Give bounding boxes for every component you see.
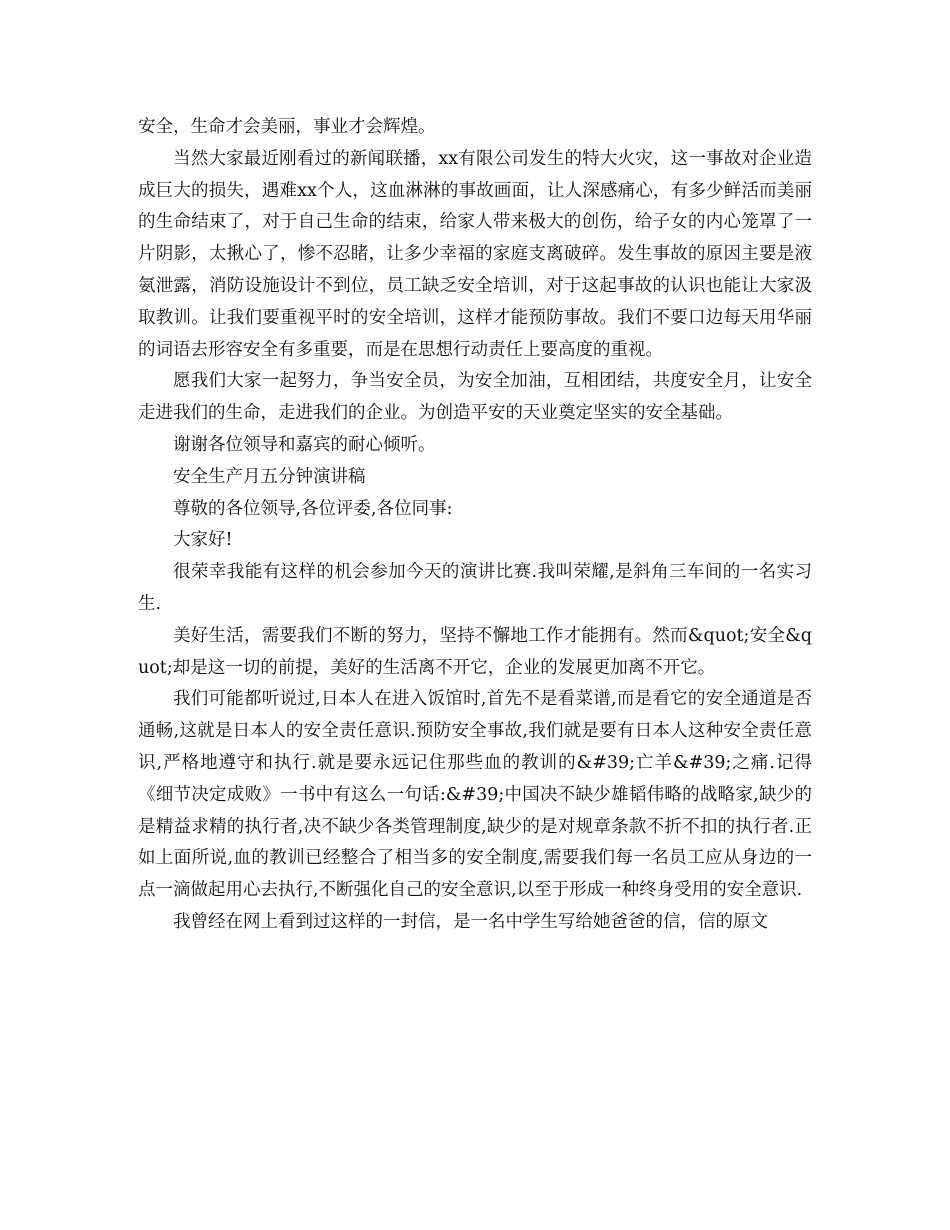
paragraph-1: 安全，生命才会美丽，事业才会辉煌。 [138,117,436,137]
speech-title: 安全生产月五分钟演讲稿 [173,466,366,487]
paragraph-2: 当然大家最近刚看过的新闻联播，xx有限公司发生的特大火灾，这一事故对企业造成巨大的损失，遇难xx个人，这血淋淋的事故画面，让人深感痛心，有多少鲜活而美丽的生命结束了，对于自己生命的结束，给家人带来极大的创伤，给子女的内心笼罩了一片阴影，太揪心了，惨不忍睹，让多少幸福的家庭支离破碎。发生事故的原因主要是液氨泄露，消防设施设计不到位，员工缺乏安全培训，对于这起事故的认识也能让大家汲取教训。让我们要重视平时的安全培训，这样才能预防事故。我们不要口边每天用华丽的词语去形容安全有多重要，而是在思想行动责任上要高度的重视。 [138,148,812,360]
document-body [138,112,812,939]
paragraph-4: 谢谢各位领导和嘉宾的耐心倾听。 [173,434,436,455]
paragraph-8: 很荣幸我能有这样的机会参加今天的演讲比赛.我叫荣耀,是斜角三车间的一名实习生. [138,562,812,614]
greeting: 大家好! [173,530,233,551]
paragraph-11: 我曾经在网上看到过这样的一封信，是一名中学生写给她爸爸的信，信的原文 [173,911,768,932]
paragraph-10: 我们可能都听说过,日本人在进入饭馆时,首先不是看菜谱,而是看它的安全通道是否通畅,这就是日本人的安全责任意识.预防安全事故,我们就是要有日本人这种安全责任意识,严格地遵守和执行.就是要永远记住那些血的教训的&#39;亡羊&#39;之痛.记得《细节决定成败》一书中有这么一句话:&#39;中国决不缺少雄韬伟略的战略家,缺少的是精益求精的执行者,决不缺少各类管理制度,缺少的是对规章条款不折不扣的执行者.正如上面所说,血的教训已经整合了相当多的安全制度,需要我们每一名员工应从身边的一点一滴做起用心去执行,不断强化自己的安全意识,以至于形成一种终身受用的安全意识. [138,689,812,901]
salutation: 尊敬的各位领导,各位评委,各位同事: [173,498,453,519]
paragraph-9: 美好生活，需要我们不断的努力，坚持不懈地工作才能拥有。然而&quot;安全&quot;却是这一切的前提，美好的生活离不开它，企业的发展更加离不开它。 [138,625,812,678]
paragraph-3: 愿我们大家一起努力，争当安全员，为安全加油，互相团结，共度安全月，让安全走进我们的生命，走进我们的企业。为创造平安的天业奠定坚实的安全基础。 [138,371,812,424]
